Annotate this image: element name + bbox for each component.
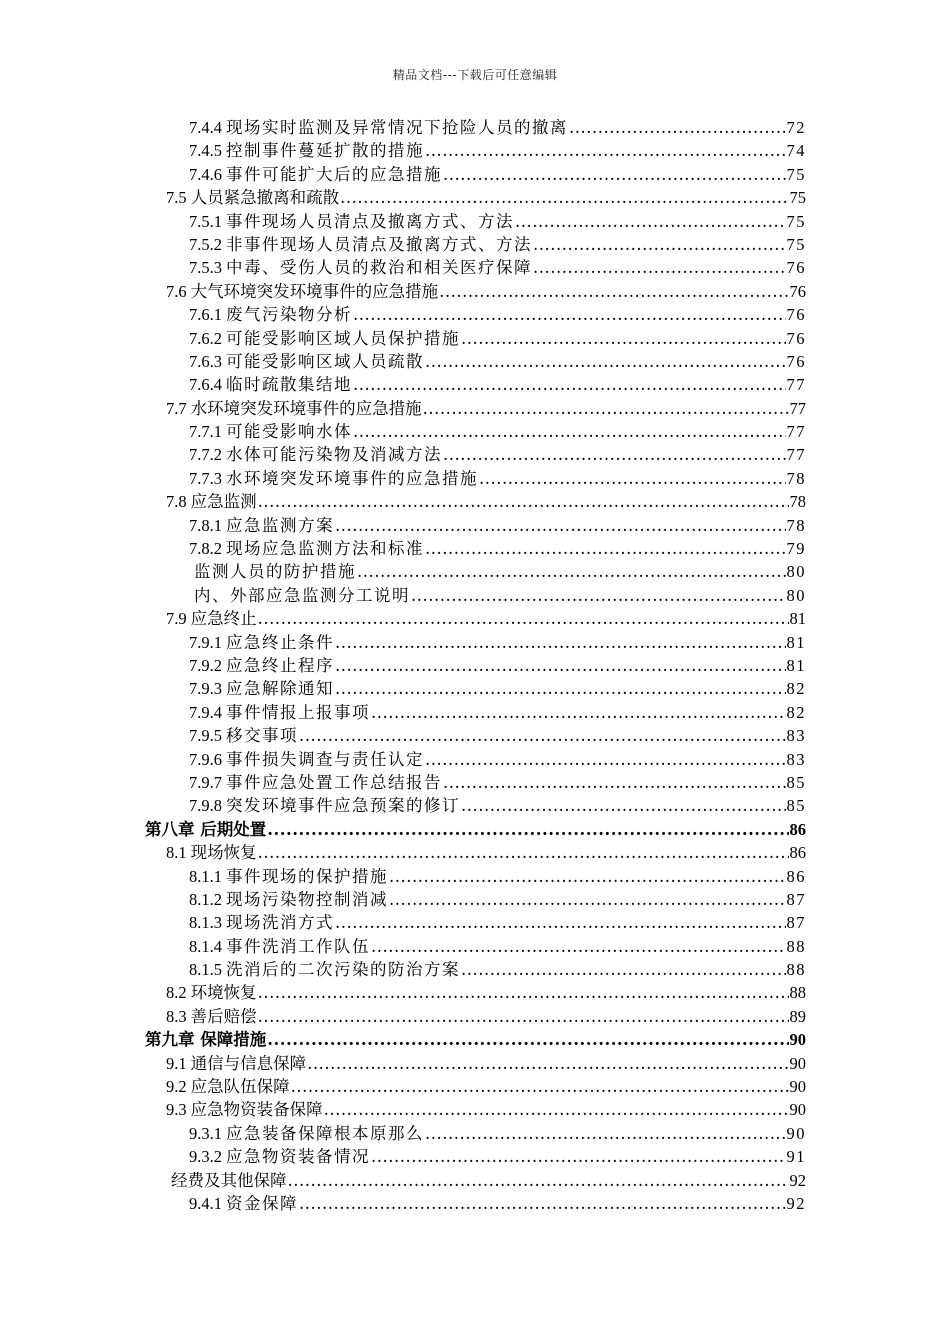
toc-entry-text: 应急装备保障根本原那么 [226,1123,424,1143]
toc-entry[interactable] [0,794,806,817]
toc-entry-text: 可能受影响区域人员疏散 [226,351,424,371]
toc-dot-leader [258,981,789,1004]
toc-entry-title [189,888,388,911]
toc-entry[interactable] [0,1005,806,1028]
toc-page-number: 78 [789,492,806,512]
toc-page-number: 90 [789,1053,806,1073]
toc-page-number: 81 [786,655,806,675]
toc-entry-title [189,210,514,233]
toc-entry[interactable] [0,233,806,256]
toc-entry-title [189,256,532,279]
toc-entry-text: 现场应急监测方法和标准 [226,539,424,559]
toc-dot-leader [371,1145,786,1168]
toc-entry-number: 9.1 [166,1053,187,1073]
toc-page-number: 82 [786,702,806,722]
toc-page-number: 88 [786,960,806,980]
toc-entry-text: 大气环境突发环境事件的应急措施 [190,281,439,301]
toc-entry[interactable] [0,420,806,443]
toc-page-number: 75 [789,188,806,208]
toc-entry-title [189,139,424,162]
toc-page-number: 83 [786,726,806,746]
toc-entry-number: 7.9.6 [189,749,222,769]
toc-entry-number: 9.4.1 [189,1193,222,1213]
toc-entry-text: 洗消后的二次污染的防治方案 [226,960,460,980]
toc-entry-text: 资金保障 [226,1193,298,1213]
toc-entry-text: 突发环境事件应急预案的修订 [226,796,460,816]
toc-entry-text: 水环境突发环境事件的应急措施 [190,398,422,418]
toc-entry[interactable] [0,1052,806,1075]
toc-entry-title [166,280,438,303]
toc-entry[interactable] [0,186,806,209]
toc-entry-number: 7.9.5 [189,726,222,746]
toc-entry[interactable] [0,373,806,396]
toc-entry-text: 事件情报上报事项 [226,702,370,722]
toc-dot-leader [258,841,789,864]
toc-page-number: 76 [786,305,806,325]
toc-page-number: 92 [786,1193,806,1213]
toc-entry-number: 9.3.1 [189,1123,222,1143]
toc-entry-title [166,1098,323,1121]
toc-entry[interactable] [0,537,806,560]
toc-dot-leader [357,560,786,583]
toc-entry-text: 移交事项 [226,726,298,746]
toc-entry-number: 7.7.1 [189,422,222,442]
toc-entry-title [166,981,257,1004]
toc-entry-title [166,186,339,209]
toc-dot-leader [443,443,786,466]
toc-entry-number: 7.9.3 [189,679,222,699]
toc-entry[interactable] [0,958,806,981]
toc-entry[interactable] [0,327,806,350]
toc-entry-title [194,560,356,583]
toc-entry-title [189,443,442,466]
toc-dot-leader [425,350,786,373]
toc-entry-text: 通信与信息保障 [190,1053,307,1073]
toc-dot-leader [371,935,786,958]
toc-page-number: 83 [786,749,806,769]
toc-entry-title [166,490,257,513]
toc-entry-text: 应急物资装备保障 [190,1100,323,1120]
toc-entry-title [189,865,388,888]
toc-entry[interactable] [0,443,806,466]
toc-page-number: 86 [786,866,806,886]
toc-page-number: 86 [789,819,806,839]
toc-entry-number: 7.6 [166,281,187,301]
toc-entry-title [189,303,352,326]
toc-entry-text: 环境恢复 [190,983,257,1003]
toc-entry-text: 应急物资装备情况 [226,1147,370,1167]
toc-page-number: 82 [786,679,806,699]
toc-entry-title [189,1192,298,1215]
toc-entry-title [194,584,410,607]
toc-entry-title [189,631,334,654]
toc-dot-leader [425,748,786,771]
toc-entry-text: 应急终止 [190,609,257,629]
toc-page-number: 90 [786,1123,806,1143]
toc-entry-text: 应急终止程序 [226,655,334,675]
toc-entry-title [171,1169,287,1192]
toc-entry-title [189,327,460,350]
toc-entry-title [189,537,424,560]
toc-entry[interactable] [0,280,806,303]
toc-page-number: 78 [786,468,806,488]
toc-entry-number: 7.5.3 [189,258,222,278]
toc-page-number: 88 [786,936,806,956]
toc-dot-leader [461,794,786,817]
toc-dot-leader [258,1005,789,1028]
toc-dot-leader [425,537,786,560]
toc-entry-text: 水环境突发环境事件的应急措施 [226,468,478,488]
toc-dot-leader [335,514,786,537]
toc-entry-number: 7.7.3 [189,468,222,488]
toc-entry-text: 现场实时监测及异常情况下抢险人员的撤离 [226,118,568,137]
toc-entry-number: 7.9 [166,609,187,629]
toc-entry-text: 监测人员的防护措施 [194,562,356,582]
toc-entry-text: 应急解除通知 [226,679,334,699]
toc-dot-leader [335,677,786,700]
toc-entry[interactable] [0,1145,806,1168]
toc-page-number: 81 [786,632,806,652]
toc-dot-leader [423,397,789,420]
toc-entry[interactable] [0,584,806,607]
toc-entry-title [189,514,334,537]
toc-entry[interactable] [0,1075,806,1098]
toc-page-number: 80 [786,585,806,605]
toc-entry-text: 事件损失调查与责任认定 [226,749,424,769]
toc-entry-title [189,748,424,771]
toc-dot-leader [335,654,786,677]
toc-dot-leader [324,1098,789,1121]
toc-page-number: 90 [789,1077,806,1097]
toc-entry-number: 7.5.1 [189,211,222,231]
toc-page-number: 85 [786,796,806,816]
toc-entry-number: 7.6.4 [189,375,222,395]
toc-entry-title [145,1028,266,1051]
toc-entry-title [189,373,352,396]
toc-entry-text: 第九章 保障措施 [145,1030,267,1050]
toc-entry[interactable] [0,865,806,888]
toc-entry-number: 7.4.5 [189,141,222,161]
toc-entry-number: 7.8 [166,492,187,512]
toc-entry-number: 8.1.2 [189,889,222,909]
toc-page-number: 72 [786,118,806,137]
toc-dot-leader [389,888,786,911]
toc-dot-leader [461,327,786,350]
toc-dot-leader [258,490,789,513]
toc-entry-title [189,724,298,747]
toc-dot-leader [307,1052,788,1075]
toc-entry-title [166,1005,257,1028]
toc-dot-leader [479,467,786,490]
toc-entry-number: 9.3 [166,1100,187,1120]
page-header: 精品文档---下载后可任意编辑 [392,68,558,82]
toc-entry-text: 应急队伍保障 [190,1077,290,1097]
toc-page-number: 77 [789,398,806,418]
toc-entry-title [189,163,442,186]
toc-entry-title [166,607,257,630]
toc-page-number: 75 [786,234,806,254]
toc-entry[interactable] [0,139,806,162]
toc-entry-text: 事件应急处置工作总结报告 [226,772,442,792]
toc-entry-title [189,233,532,256]
toc-entry[interactable] [0,350,806,373]
toc-entry[interactable] [0,467,806,490]
toc-entry-text: 第八章 后期处置 [145,819,267,839]
toc-dot-leader [533,256,786,279]
toc-entry[interactable] [0,888,806,911]
toc-entry[interactable] [0,935,806,958]
toc-entry-text: 现场洗消方式 [226,913,334,933]
toc-entry-text: 现场污染物控制消减 [226,889,388,909]
toc-page-number: 77 [786,445,806,465]
toc-dot-leader [461,958,786,981]
toc-entry-text: 应急监测 [190,492,257,512]
toc-page-number: 76 [786,328,806,348]
toc-page-number: 80 [786,562,806,582]
toc-entry-number: 7.5.2 [189,234,222,254]
toc-entry-number: 7.9.2 [189,655,222,675]
toc-entry-text: 事件可能扩大后的应急措施 [226,164,442,184]
toc-entry[interactable] [0,256,806,279]
toc-entry-number: 7.8.1 [189,515,222,535]
toc-entry[interactable] [0,1028,806,1051]
toc-entry-title [189,958,460,981]
toc-entry-title [189,1145,370,1168]
toc-page-number: 77 [786,422,806,442]
toc-entry-number: 7.9.4 [189,702,222,722]
toc-dot-leader [425,1122,786,1145]
toc-entry-text: 非事件现场人员清点及撤离方式、方法 [226,234,532,254]
toc-entry[interactable] [0,210,806,233]
toc-entry[interactable] [0,701,806,724]
toc-entry-number: 8.2 [166,983,187,1003]
toc-entry-number: 7.6.2 [189,328,222,348]
toc-entry-number: 7.6.3 [189,351,222,371]
toc-entry-number: 9.2 [166,1077,187,1097]
toc-page-number: 79 [786,539,806,559]
toc-entry[interactable] [0,116,806,139]
toc-page-number: 76 [789,281,806,301]
toc-dot-leader [299,724,786,747]
toc-entry-text: 临时疏散集结地 [226,375,352,395]
toc-dot-leader [335,631,786,654]
toc-dot-leader [288,1169,789,1192]
toc-page-number: 88 [789,983,806,1003]
toc-entry-number: 8.1.5 [189,960,222,980]
toc-entry-title [189,677,334,700]
toc-entry-number: 7.6.1 [189,305,222,325]
toc-dot-leader [425,139,786,162]
toc-entry[interactable] [0,1192,806,1215]
toc-entry-number: 7.9.1 [189,632,222,652]
toc-entry-title [166,841,257,864]
toc-entry[interactable] [0,490,806,513]
toc-entry-title [189,911,334,934]
toc-dot-leader [299,1192,786,1215]
toc-dot-leader [353,420,786,443]
table-of-contents [0,116,950,1215]
toc-entry-number: 7.7.2 [189,445,222,465]
toc-entry[interactable] [0,771,806,794]
toc-entry-number: 9.3.2 [189,1147,222,1167]
toc-page-number: 90 [789,1100,806,1120]
toc-entry-text: 可能受影响水体 [226,422,352,442]
toc-dot-leader [353,303,786,326]
toc-page-number: 89 [789,1006,806,1026]
toc-dot-leader [340,186,788,209]
toc-page-number: 75 [786,164,806,184]
toc-dot-leader [439,280,788,303]
toc-entry-title [189,467,478,490]
toc-page-number: 78 [786,515,806,535]
toc-dot-leader [569,116,786,139]
toc-entry-number: 8.1.3 [189,913,222,933]
toc-entry-text: 可能受影响区域人员保护措施 [226,328,460,348]
toc-entry[interactable] [0,560,806,583]
toc-dot-leader [411,584,786,607]
toc-entry[interactable] [0,911,806,934]
toc-entry-title [166,1075,290,1098]
toc-entry-title [189,116,568,139]
toc-entry[interactable] [0,748,806,771]
toc-page-number: 90 [789,1030,806,1050]
toc-page-number: 81 [789,609,806,629]
toc-entry[interactable] [0,514,806,537]
toc-entry-text: 善后赔偿 [190,1006,257,1026]
toc-page-number: 76 [786,258,806,278]
toc-entry-title [189,794,460,817]
toc-entry[interactable] [0,631,806,654]
toc-page-number: 92 [789,1170,806,1190]
toc-entry-title [189,771,442,794]
toc-dot-leader [267,1028,788,1051]
toc-entry-title [166,1052,306,1075]
toc-entry-text: 中毒、受伤人员的救治和相关医疗保障 [226,258,532,278]
toc-entry-number: 7.4.4 [189,118,222,137]
toc-entry[interactable] [0,1122,806,1145]
toc-entry-title [145,818,266,841]
toc-entry-text: 应急监测方案 [226,515,334,535]
toc-dot-leader [267,818,788,841]
toc-entry-number: 7.8.2 [189,539,222,559]
toc-entry-title [189,420,352,443]
toc-entry-title [189,701,370,724]
toc-entry[interactable] [0,607,806,630]
toc-entry-number: 7.9.8 [189,796,222,816]
toc-entry-number: 8.3 [166,1006,187,1026]
toc-entry-text: 事件洗消工作队伍 [226,936,370,956]
toc-dot-leader [371,701,786,724]
toc-entry-title [189,935,370,958]
toc-entry[interactable] [0,1169,806,1192]
toc-entry[interactable] [0,654,806,677]
toc-entry-number: 7.4.6 [189,164,222,184]
toc-entry[interactable] [0,981,806,1004]
toc-page-number: 77 [786,375,806,395]
toc-dot-leader [533,233,786,256]
toc-dot-leader [353,373,786,396]
toc-page-number: 87 [786,889,806,909]
toc-page-number: 91 [786,1147,806,1167]
toc-entry-title [189,350,424,373]
toc-entry[interactable] [0,397,806,420]
toc-entry-number: 7.9.7 [189,772,222,792]
toc-entry[interactable] [0,163,806,186]
toc-entry-text: 应急终止条件 [226,632,334,652]
toc-entry[interactable] [0,677,806,700]
toc-entry[interactable] [0,818,806,841]
toc-entry[interactable] [0,841,806,864]
toc-dot-leader [291,1075,789,1098]
toc-entry-number: 8.1 [166,843,187,863]
toc-dot-leader [443,163,786,186]
toc-page-number: 85 [786,772,806,792]
toc-entry-text: 内、外部应急监测分工说明 [194,585,410,605]
toc-dot-leader [258,607,789,630]
toc-entry[interactable] [0,303,806,326]
toc-entry[interactable] [0,724,806,747]
toc-entry-text: 人员紧急撤离和疏散 [190,188,340,208]
toc-entry-number: 8.1.4 [189,936,222,956]
toc-page-number: 74 [786,141,806,161]
toc-entry-text: 事件现场人员清点及撤离方式、方法 [226,211,514,231]
toc-page-number: 76 [786,351,806,371]
toc-entry-title [166,397,422,420]
toc-entry-text: 经费及其他保障 [171,1170,287,1190]
toc-entry-text: 水体可能污染物及消减方法 [226,445,442,465]
toc-dot-leader [515,210,786,233]
toc-page-number: 87 [786,913,806,933]
toc-entry-number: 7.5 [166,188,187,208]
toc-entry-title [189,1122,424,1145]
toc-entry-text: 废气污染物分析 [226,305,352,325]
toc-entry-title [189,654,334,677]
toc-entry-text: 控制事件蔓延扩散的措施 [226,141,424,161]
toc-entry-text: 现场恢复 [190,843,257,863]
toc-page-number: 86 [789,843,806,863]
toc-entry-number: 7.7 [166,398,187,418]
toc-dot-leader [443,771,786,794]
toc-entry-number: 8.1.1 [189,866,222,886]
toc-dot-leader [389,865,786,888]
toc-dot-leader [335,911,786,934]
toc-page-number: 75 [786,211,806,231]
toc-entry-text: 事件现场的保护措施 [226,866,388,886]
toc-entry[interactable] [0,1098,806,1121]
